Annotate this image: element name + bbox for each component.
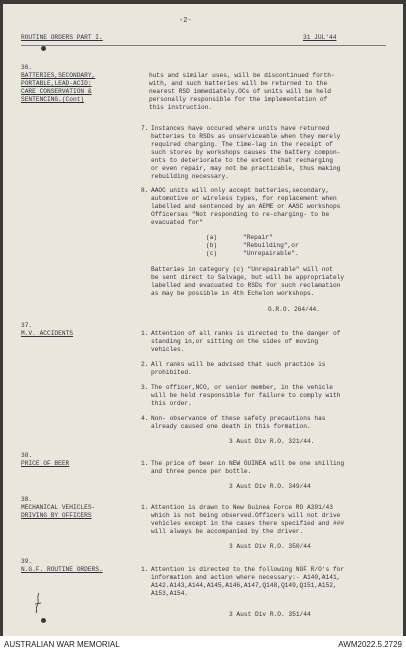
section-title-line: DRIVING BY OFFICERS [21,512,92,519]
body-line: Attention is directed to the following NGF R/O's for [151,566,345,573]
body-line: this order. [151,400,192,407]
body-line: All ranks will be advised that such practice is [151,361,326,368]
order-reference: 3 Aust Div R.O. 350/44 [229,543,311,550]
body-line: A153,A154. [151,590,189,597]
body-line: vehicles. [151,346,185,353]
body-line: be sent direct to Salvage, but will be appropriately [151,274,345,281]
item-number: 4. [141,415,149,422]
body-line: The price of beer in NEW GUINEA will be one shilling [151,460,345,467]
body-line: will always be accompanied by the driver. [151,528,304,535]
body-line: AAOC units will only accept batteries,secondary, [151,187,330,194]
section-title: M.V. ACCIDENTS [21,330,73,337]
document-page [3,4,403,636]
section-title-line: CARE CONSERVATION & [21,88,92,95]
body-line: Attention of all ranks is directed to the danger of [151,330,341,337]
order-reference: 3 Aust Div R.O. 349/44 [229,483,311,490]
body-line: huts and similar uses, will be discontinued forth- [149,72,335,79]
body-line: Batteries in category (c) "Unrepairable" will not [151,266,333,273]
document-date: 31 JUL'44 [303,34,337,41]
body-line: A142.A143,A144,A145,A146,A147,Q148,Q149,Q151,A152, [151,582,337,589]
option-text: "Unrepairable". [243,250,299,257]
order-reference: 3 Aust Div R.O. 351/44 [229,611,311,618]
page-number: -2- [179,17,192,25]
body-line: labelled and sentenced by an AEME or AASC workshops [151,203,341,210]
section-number: 39. [21,558,33,565]
body-line: or even repair, may not be practicable, thus making [151,165,341,172]
item-number: 1. [141,566,149,573]
handwritten-mark-icon [33,592,43,614]
body-line: nearest RSD immediately.OCs of units will be held [149,88,331,95]
section-number: 36. [21,64,33,71]
body-line: with, and such batteries will be returned to the [149,80,328,87]
item-number: 2. [141,361,149,368]
body-line: Attention is drawn to New Guinea Force RO A391/43 [151,504,333,511]
body-line: this instruction. [149,104,213,111]
paragraph-number: 8. [141,187,149,194]
body-line: required charging. The time-lag in the receipt of [151,141,333,148]
footer-source: AUSTRALIAN WAR MEMORIAL [4,640,120,649]
section-number: 38. [21,496,33,503]
option-key: (c) [206,250,218,257]
section-title-line: BATTERIES,SECONDARY, [21,72,96,79]
document-title: ROUTINE ORDERS PART I. [21,34,103,41]
punch-hole [41,46,46,51]
body-line: personally responsible for the implementation of [149,96,328,103]
body-line: labelled and evacuated to RSDs for such reclamation [151,282,341,289]
body-line: Non- observance of these safety precautions has [151,415,326,422]
option-key: (a) [206,234,218,241]
body-line: will be held responsible for failure to comply with [151,392,341,399]
option-text: "Rebuilding",or [243,242,299,249]
section-title: PRICE OF BEER [21,460,70,467]
body-line: as may be possible in 4th Echelon workshops. [151,290,315,297]
item-number: 1. [141,460,149,467]
paragraph-number: 7. [141,125,149,132]
section-title-line: MECHANICAL VEHICLES- [21,504,96,511]
body-line: Officersas "Not responding to re-charging- to be [151,211,330,218]
option-text: "Repair" [243,234,273,241]
archive-footer [0,636,406,653]
body-line: rebuilding necessary. [151,173,229,180]
section-title-line: SENTENCING.(Cont) [21,96,85,103]
item-number: 1. [141,504,149,511]
option-key: (b) [206,242,218,249]
body-line: standing in,or sitting on the sides of moving [151,338,319,345]
body-line: ents to deteriorate to the extent that recharging [151,157,333,164]
body-line: already caused one death in this formation. [151,423,311,430]
header-rule [21,45,386,46]
body-line: and three pence per bottle. [151,468,252,475]
section-title-line: PORTABLE,LEAD-ACID: [21,80,92,87]
order-reference: G.R.O. 264/44. [268,306,320,313]
body-line: information and action where necessary:- A140,A141, [151,574,341,581]
item-number: 1. [141,330,149,337]
body-line: such stores by workshops causes the battery compon- [151,149,341,156]
section-title: N.G.F. ROUTINE ORDERS. [21,566,103,573]
order-reference: 3 Aust Div R.O. 321/44. [229,438,315,445]
body-line: evacuated for" [151,219,203,226]
body-line: vehicles except in the cases there specified and ### [151,520,345,527]
section-number: 38. [21,452,33,459]
section-number: 37. [21,322,33,329]
body-line: which is not being observed.Officers will not drive [151,512,341,519]
body-line: The officer,NCO, or senior member, in the vehicle [151,384,333,391]
body-line: automotive or wireless types, for replacement when [151,195,337,202]
body-line: batteries to RSDs as unserviceable when they merely [151,133,341,140]
punch-hole [41,618,46,623]
item-number: 3. [141,384,149,391]
footer-accession: AWM2022.5.2729 [338,640,402,649]
body-line: Instances have occured where units have returned [151,125,330,132]
body-line: prohibited. [151,369,192,376]
